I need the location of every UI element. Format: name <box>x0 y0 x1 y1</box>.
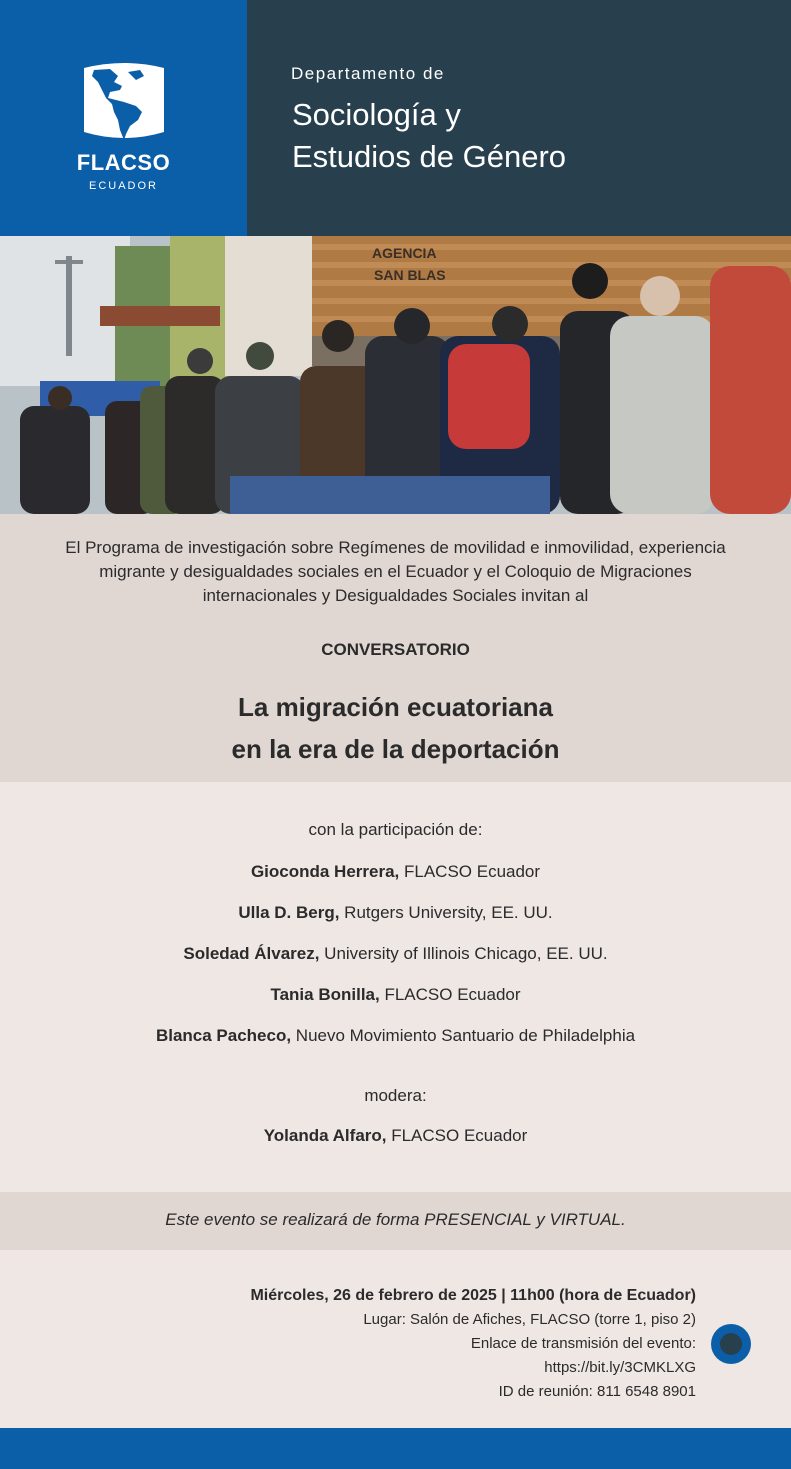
event-place: Lugar: Salón de Afiches, FLACSO (torre 1, piso 2) <box>363 1311 696 1328</box>
footer-bar <box>0 1428 791 1469</box>
org-name: FLACSO <box>76 150 171 175</box>
moderator-label: modera: <box>364 1086 427 1105</box>
agency-sign-line-2: SAN BLAS <box>374 267 446 283</box>
event-type: CONVERSATORIO <box>321 640 470 659</box>
moderator <box>0 1126 791 1146</box>
flacso-logo <box>0 0 247 236</box>
event-date: Miércoles, 26 de febrero de 2025 | 11h00 (hora de Ecuador) <box>250 1287 696 1304</box>
stream-link[interactable]: https://bit.ly/3CMKLXG <box>544 1359 696 1376</box>
circle-icon <box>711 1324 751 1364</box>
queue-photo-illustration <box>0 236 791 514</box>
intro-line-2: migrante y desigualdades sociales en el Ecuador y el Coloquio de Migraciones <box>99 562 692 581</box>
event-details <box>250 1284 696 1404</box>
participant-row <box>0 860 791 901</box>
meeting-id: ID de reunión: 811 6548 8901 <box>498 1383 696 1400</box>
event-photo <box>0 236 791 514</box>
participant-row <box>0 901 791 942</box>
department-name <box>292 94 566 178</box>
participant-name: Blanca Pacheco, <box>155 1026 292 1045</box>
event-title-line-1: La migración ecuatoriana <box>238 692 553 722</box>
moderator-affiliation: FLACSO Ecuador <box>386 1126 528 1145</box>
americas-map-icon <box>80 60 168 142</box>
event-title <box>0 686 791 770</box>
participant-row <box>0 983 791 1024</box>
participants-intro: con la participación de: <box>308 820 483 839</box>
event-mode: Este evento se realizará de forma PRESENCIAL y VIRTUAL. <box>165 1210 626 1229</box>
agency-sign-line-1: AGENCIA <box>372 245 437 261</box>
stream-link-label: Enlace de transmisión del evento: <box>470 1335 696 1352</box>
intro-line-3: internacionales y Desigualdades Sociales invitan al <box>202 586 589 605</box>
participant-name: Soledad Álvarez, <box>183 944 320 963</box>
participant-row <box>0 1024 791 1065</box>
participant-name: Ulla D. Berg, <box>238 903 340 922</box>
moderator-name: Yolanda Alfaro, <box>263 1126 387 1145</box>
participant-affiliation: Nuevo Movimiento Santuario de Philadelphia <box>291 1026 636 1045</box>
department-prefix: Departamento de <box>291 64 445 83</box>
department-title-block <box>247 0 791 236</box>
participants-list <box>0 860 791 1065</box>
participant-affiliation: University of Illinois Chicago, EE. UU. <box>319 944 608 963</box>
participant-name: Gioconda Herrera, <box>250 862 400 881</box>
intro-paragraph <box>60 536 731 608</box>
participant-affiliation: Rutgers University, EE. UU. <box>339 903 553 922</box>
participant-row <box>0 942 791 983</box>
department-line-1: Sociología y <box>292 97 461 132</box>
intro-line-1: El Programa de investigación sobre Regímenes de movilidad e inmovilidad, experiencia <box>65 538 726 557</box>
participant-affiliation: FLACSO Ecuador <box>379 985 521 1004</box>
org-country: ECUADOR <box>88 180 158 192</box>
department-line-2: Estudios de Género <box>292 139 567 174</box>
header <box>0 0 791 236</box>
participant-affiliation: FLACSO Ecuador <box>399 862 541 881</box>
event-title-line-2: en la era de la deportación <box>231 734 560 764</box>
participant-name: Tania Bonilla, <box>270 985 380 1004</box>
